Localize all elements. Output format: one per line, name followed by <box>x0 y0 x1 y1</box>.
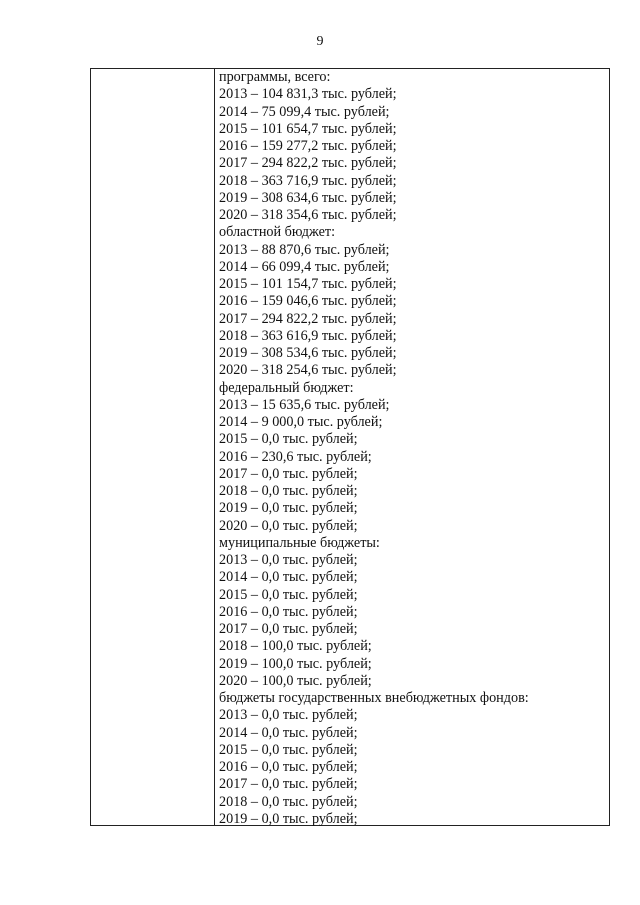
text-line: 2014 – 9 000,0 тыс. рублей; <box>219 414 383 430</box>
text-line: 2014 – 0,0 тыс. рублей; <box>219 724 358 741</box>
text-line: 2019 – 0,0 тыс. рублей; <box>219 810 358 827</box>
text-line: 2017 – 0,0 тыс. рублей; <box>219 465 358 482</box>
text-line: 2018 – 100,0 тыс. рублей; <box>219 638 372 655</box>
text-line: 2016 – 159 277,2 тыс. рублей; <box>219 138 397 154</box>
text-line: 2017 – 294 822,2 тыс. рублей; <box>219 155 397 172</box>
text-line: 2013 – 0,0 тыс. рублей; <box>219 707 358 724</box>
text-line: 2016 – 159 046,6 тыс. рублей; <box>219 293 397 310</box>
text-line: 2018 – 0,0 тыс. рублей; <box>219 793 358 810</box>
text-line: 2015 – 101 154,7 тыс. рублей; <box>219 276 397 292</box>
text-line: 2020 – 0,0 тыс. рублей; <box>219 517 358 534</box>
text-line: 2013 – 15 635,6 тыс. рублей; <box>219 396 390 413</box>
text-line: 2017 – 0,0 тыс. рублей; <box>219 621 358 637</box>
text-line: 2015 – 0,0 тыс. рублей; <box>219 586 358 603</box>
text-line: 2020 – 100,0 тыс. рублей; <box>219 672 372 689</box>
text-line: областной бюджет: <box>219 224 336 241</box>
text-line: муниципальные бюджеты: <box>219 534 380 551</box>
funding-table <box>90 68 610 826</box>
text-line: 2016 – 0,0 тыс. рублей; <box>219 603 358 620</box>
text-line: 2015 – 0,0 тыс. рублей; <box>219 431 358 448</box>
text-line: 2015 – 0,0 тыс. рублей; <box>219 741 358 758</box>
text-line: 2017 – 0,0 тыс. рублей; <box>219 776 358 793</box>
text-line: 2019 – 308 534,6 тыс. рублей; <box>219 345 397 361</box>
text-line: 2014 – 0,0 тыс. рублей; <box>219 569 358 586</box>
column-divider <box>214 69 215 825</box>
text-line: 2016 – 0,0 тыс. рублей; <box>219 759 358 775</box>
text-line: 2020 – 318 354,6 тыс. рублей; <box>219 207 397 223</box>
text-line: федеральный бюджет: <box>219 379 354 396</box>
text-line: 2019 – 100,0 тыс. рублей; <box>219 655 372 672</box>
text-line: 2016 – 230,6 тыс. рублей; <box>219 448 372 465</box>
text-line: 2014 – 66 099,4 тыс. рублей; <box>219 258 390 275</box>
text-line: 2019 – 0,0 тыс. рублей; <box>219 500 358 517</box>
text-line: 2020 – 318 254,6 тыс. рублей; <box>219 362 397 379</box>
text-line: 2013 – 0,0 тыс. рублей; <box>219 552 358 568</box>
text-line: 2017 – 294 822,2 тыс. рублей; <box>219 310 397 327</box>
text-line: 2013 – 88 870,6 тыс. рублей; <box>219 241 390 258</box>
page-number: 9 <box>316 34 324 49</box>
text-line: бюджеты государственных внебюджетных фондов: <box>219 690 529 706</box>
text-line: 2015 – 101 654,7 тыс. рублей; <box>219 120 397 137</box>
funding-text-cell <box>219 69 605 828</box>
text-line: 2013 – 104 831,3 тыс. рублей; <box>219 86 397 103</box>
text-line: 2014 – 75 099,4 тыс. рублей; <box>219 103 390 120</box>
text-line: 2018 – 0,0 тыс. рублей; <box>219 483 358 499</box>
text-line: 2018 – 363 616,9 тыс. рублей; <box>219 327 397 344</box>
text-line: 2018 – 363 716,9 тыс. рублей; <box>219 172 397 189</box>
text-line: программы, всего: <box>219 69 331 85</box>
text-line: 2019 – 308 634,6 тыс. рублей; <box>219 189 397 206</box>
